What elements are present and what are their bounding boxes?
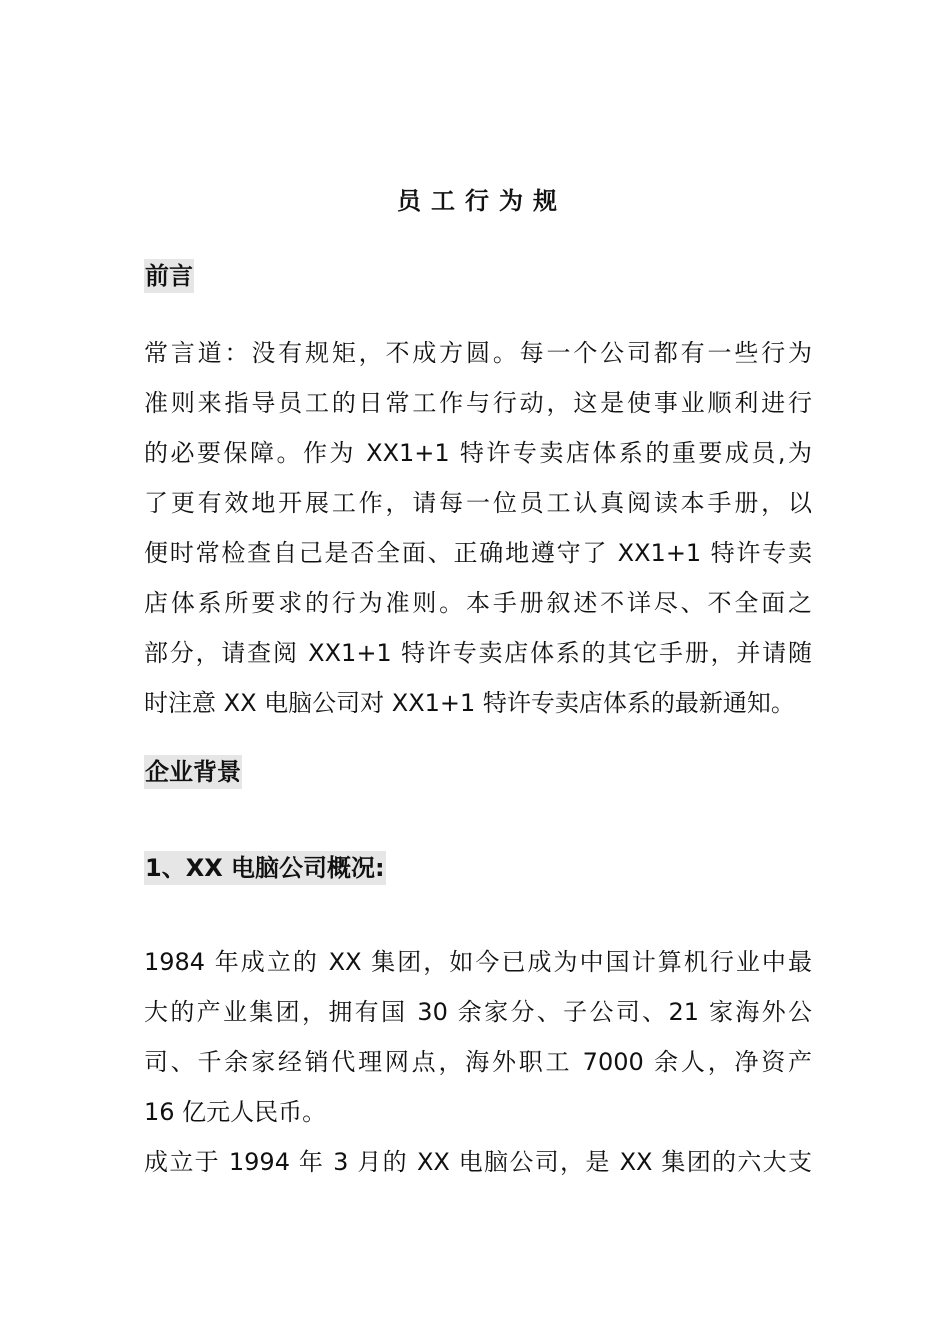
preface-line: 的必要保障。作为 XX1+1 特许专卖店体系的重要成员,为 — [144, 439, 812, 467]
preface-paragraph — [144, 328, 812, 728]
section1-line: 成立于 1994 年 3 月的 XX 电脑公司，是 XX 集团的六大支 — [144, 1148, 812, 1176]
section1-heading: 1、XX 电脑公司概况: — [144, 851, 386, 885]
preface-line: 了更有效地开展工作，请每一位员工认真阅读本手册，以 — [144, 489, 812, 517]
background-heading: 企业背景 — [144, 755, 242, 789]
preface-line: 便时常检查自己是否全面、正确地遵守了 XX1+1 特许专卖 — [144, 539, 812, 567]
preface-line: 时注意 XX 电脑公司对 XX1+1 特许专卖店体系的最新通知。 — [144, 689, 795, 717]
preface-line: 常言道：没有规矩，不成方圆。每一个公司都有一些行为 — [144, 339, 812, 367]
preface-heading: 前言 — [144, 259, 194, 293]
preface-line: 准则来指导员工的日常工作与行动，这是使事业顺利进行 — [144, 389, 812, 417]
preface-line: 部分，请查阅 XX1+1 特许专卖店体系的其它手册，并请随 — [144, 639, 812, 667]
section1-line: 1984 年成立的 XX 集团，如今已成为中国计算机行业中最 — [144, 948, 812, 976]
preface-line: 店体系所要求的行为准则。本手册叙述不详尽、不全面之 — [144, 589, 812, 617]
section1-paragraph — [144, 937, 812, 1187]
section1-line: 大的产业集团，拥有国 30 余家分、子公司、21 家海外公 — [144, 998, 812, 1026]
section1-line: 16 亿元人民币。 — [144, 1098, 327, 1126]
section1-line: 司、千余家经销代理网点，海外职工 7000 余人，净资产 — [144, 1048, 812, 1076]
document-title: 员工行为规 — [397, 187, 567, 215]
